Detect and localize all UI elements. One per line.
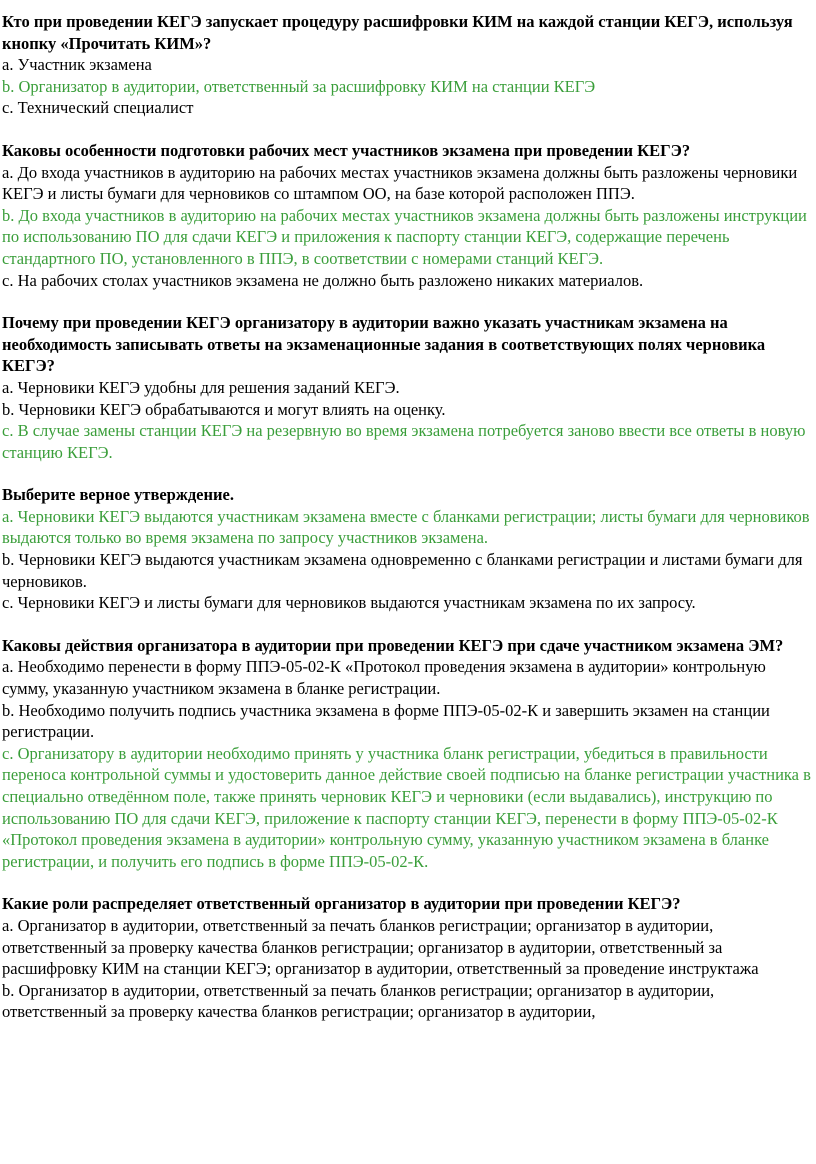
answer-option: b. Черновики КЕГЭ обрабатываются и могут влиять на оценку.: [2, 399, 446, 419]
answer-option: b. Организатор в аудитории, ответственный за печать бланков регистрации; организатор в аудитории, ответственный за проверку качества бланков регистрации; организатор в аудитории,: [2, 980, 715, 1022]
question-text: Каковы действия организатора в аудитории при проведении КЕГЭ при сдаче участником экзамена ЭМ?: [2, 635, 784, 655]
answer-option-correct: a. Черновики КЕГЭ выдаются участникам экзамена вместе с бланками регистрации; листы бумаги для черновиков выдаются только во время экзамена по запросу участников экзамена.: [2, 506, 810, 548]
answer-option: b. Необходимо получить подпись участника экзамена в форме ППЭ-05-02-К и завершить экзамен на станции регистрации.: [2, 700, 770, 742]
answer-option: c. Технический специалист: [2, 98, 194, 118]
answer-option-correct: b. До входа участников в аудиторию на рабочих местах участников экзамена должны быть разложены инструкции по использованию ПО для сдачи КЕГЭ и приложения к паспорту станции КЕГЭ, содержащие перечень стандартного ПО, установленного в ППЭ, в соответствии с номерами станций КЕГЭ.: [2, 205, 807, 268]
question-block: [2, 312, 814, 463]
answer-option: a. Необходимо перенести в форму ППЭ-05-02-К «Протокол проведения экзамена в аудитории» контрольную сумму, указанную участником экзамена в бланке регистрации.: [2, 657, 766, 699]
answer-option: a. Черновики КЕГЭ удобны для решения заданий КЕГЭ.: [2, 377, 400, 397]
question-text: Какие роли распределяет ответственный организатор в аудитории при проведении КЕГЭ?: [2, 894, 681, 914]
question-text: Выберите верное утверждение.: [2, 485, 234, 505]
answer-option: a. До входа участников в аудиторию на рабочих местах участников экзамена должны быть разложены черновики КЕГЭ и листы бумаги для черновиков со штампом ОО, на базе которой расположен ППЭ.: [2, 162, 798, 204]
question-block: [2, 11, 814, 119]
question-text: Почему при проведении КЕГЭ организатору в аудитории важно указать участникам экзамена на необходимость записывать ответы на экзаменационные задания в соответствующих полях черновика КЕГЭ?: [2, 313, 766, 376]
question-text: Каковы особенности подготовки рабочих мест участников экзамена при проведении КЕГЭ?: [2, 140, 691, 160]
question-block: [2, 635, 814, 873]
answer-option-correct: c. Организатору в аудитории необходимо принять у участника бланк регистрации, убедиться в правильности переноса контрольной суммы и удостоверить данное действие своей подписью на бланке регистрации участника в специально отведённом поле, также принять черновик КЕГЭ и черновики (если выдавались), инструкцию по использованию ПО для сдачи КЕГЭ, приложение к паспорту станции КЕГЭ, перенести в форму ППЭ-05-02-К «Протокол проведения экзамена в аудитории» контрольную сумму, указанную участником экзамена в бланке регистрации, и получить его подпись в форме ППЭ-05-02-К.: [2, 743, 811, 871]
answer-option-correct: b. Организатор в аудитории, ответственный за расшифровку КИМ на станции КЕГЭ: [2, 76, 596, 96]
answer-option: a. Организатор в аудитории, ответственный за печать бланков регистрации; организатор в аудитории, ответственный за проверку качества бланков регистрации; организатор в аудитории, ответственный за расшифровку КИМ на станции КЕГЭ; организатор в аудитории, ответственный за проведение инструктажа: [2, 915, 759, 979]
answer-option: c. На рабочих столах участников экзамена не должно быть разложено никаких материалов.: [2, 270, 644, 290]
question-block: [2, 484, 814, 614]
question-block: [2, 893, 814, 1023]
question-block: [2, 140, 814, 291]
answer-option: b. Черновики КЕГЭ выдаются участникам экзамена одновременно с бланками регистрации и листами бумаги для черновиков.: [2, 550, 803, 591]
question-text: Кто при проведении КЕГЭ запускает процедуру расшифровки КИМ на каждой станции КЕГЭ, используя кнопку «Прочитать КИМ»?: [2, 12, 793, 53]
answer-option: c. Черновики КЕГЭ и листы бумаги для черновиков выдаются участникам экзамена по их запросу.: [2, 593, 696, 613]
answer-option-correct: c. В случае замены станции КЕГЭ на резервную во время экзамена потребуется заново ввести все ответы в новую станцию КЕГЭ.: [2, 421, 806, 462]
answer-option: a. Участник экзамена: [2, 55, 152, 75]
